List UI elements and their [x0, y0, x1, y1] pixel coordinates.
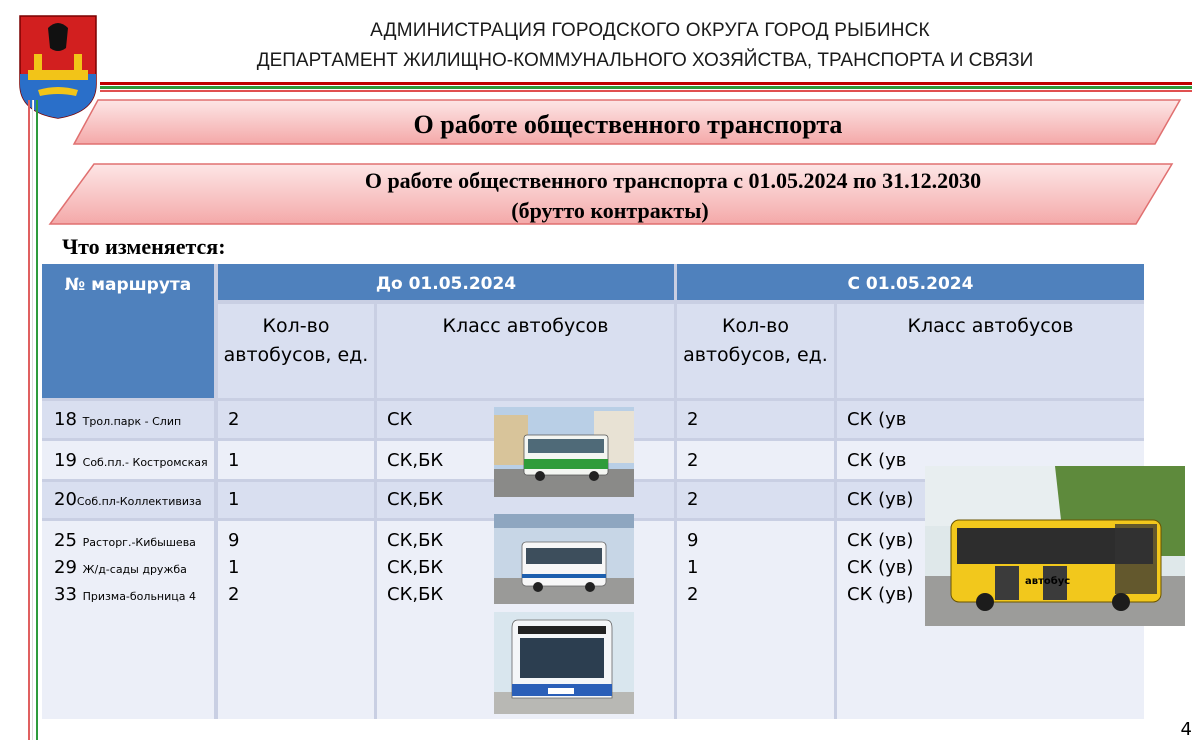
header-stripe-red [100, 82, 1192, 85]
route-number: 33 [54, 584, 77, 605]
group-before-label: До 01.05.2024 [375, 274, 517, 294]
route-name: Ж/д-сады дружба [82, 563, 187, 576]
route-name: Соб.пл-Коллективиза [76, 495, 202, 508]
before-count: 2 [228, 584, 240, 605]
group-after-header [677, 264, 1144, 300]
route-number: 19 [54, 450, 77, 471]
route-number: 25 [54, 530, 77, 551]
after-count: 2 [687, 409, 699, 430]
bus-photo-green [494, 407, 634, 497]
route-name: Соб.пл.- Костромская [82, 456, 208, 469]
route-name: Расторг.-Кибышева [82, 536, 196, 549]
route-number: 20 [54, 489, 77, 510]
before-class: СК,БК [387, 450, 444, 471]
sub-count-after [677, 304, 834, 398]
route-cell [54, 409, 181, 430]
before-class: СК,БК [387, 489, 444, 510]
sub-count-after-label: Кол-во автобусов, ед. [683, 315, 828, 366]
route-cell [54, 530, 196, 551]
group-after-label: С 01.05.2024 [847, 274, 974, 294]
group-before-header [218, 264, 674, 300]
page-number: 4 [1180, 719, 1192, 740]
period-heading: О работе общественного транспорта с 01.05.2024 по 31.12.2030 [364, 168, 982, 193]
side-stripe-red [28, 100, 30, 740]
page-title: О работе общественного транспорта [413, 110, 843, 139]
after-count: 2 [687, 450, 699, 471]
sub-class-before [377, 304, 674, 398]
after-count: 9 [687, 530, 699, 551]
col-divider [214, 401, 218, 719]
col-route-label: № маршрута [64, 275, 192, 295]
route-cell [54, 557, 187, 578]
after-count: 2 [687, 489, 699, 510]
before-class: СК,БК [387, 530, 444, 551]
after-class: СК (ув [847, 450, 907, 471]
route-number: 29 [54, 557, 77, 578]
bus-logo-text: автобус [1025, 576, 1071, 587]
bus-photo-blue [494, 612, 634, 714]
side-stripe-white [32, 100, 34, 740]
before-count: 9 [228, 530, 240, 551]
side-stripe-green [36, 100, 38, 740]
sub-class-after [837, 304, 1144, 398]
after-class: СК (ув) [847, 489, 914, 510]
after-count: 2 [687, 584, 699, 605]
after-count: 1 [687, 557, 699, 578]
contract-type: (брутто контракты) [511, 198, 709, 223]
before-class: СК,БК [387, 557, 444, 578]
after-class: СК (ув) [847, 584, 914, 605]
header-stripe-red-thin [100, 90, 1192, 92]
col-route-header [42, 264, 214, 398]
sub-count-before-label: Кол-во автобусов, ед. [223, 315, 369, 366]
before-count: 1 [228, 489, 240, 510]
before-class: СК,БК [387, 584, 444, 605]
route-name: Трол.парк - Слип [82, 415, 182, 428]
before-count: 2 [228, 409, 240, 430]
department-name: ДЕПАРТАМЕНТ ЖИЛИЩНО-КОММУНАЛЬНОГО ХОЗЯЙСТВА, ТРАНСПОРТА И СВЯЗИ [256, 50, 1034, 71]
sub-count-before [218, 304, 374, 398]
before-count: 1 [228, 450, 240, 471]
before-count: 1 [228, 557, 240, 578]
col-divider [674, 401, 677, 719]
route-cell [54, 450, 208, 471]
organization-name: АДМИНИСТРАЦИЯ ГОРОДСКОГО ОКРУГА ГОРОД РЫБИНСК [370, 20, 930, 41]
after-class: СК (ув) [847, 530, 914, 551]
sub-class-before-label: Класс автобусов [442, 315, 609, 337]
bus-photo-white [494, 514, 634, 604]
route-number: 18 [54, 409, 77, 430]
after-class: СК (ув [847, 409, 907, 430]
bus-photo-yellow [925, 466, 1185, 626]
route-cell [54, 489, 202, 510]
col-divider [374, 401, 377, 719]
before-class: СК [387, 409, 413, 430]
header-stripe-green [100, 86, 1192, 89]
section-heading: Что изменяется: [62, 234, 226, 259]
route-name: Призма-больница 4 [82, 590, 196, 603]
after-class: СК (ув) [847, 557, 914, 578]
col-divider [834, 401, 837, 719]
sub-class-after-label: Класс автобусов [907, 315, 1074, 337]
route-cell [54, 584, 196, 605]
